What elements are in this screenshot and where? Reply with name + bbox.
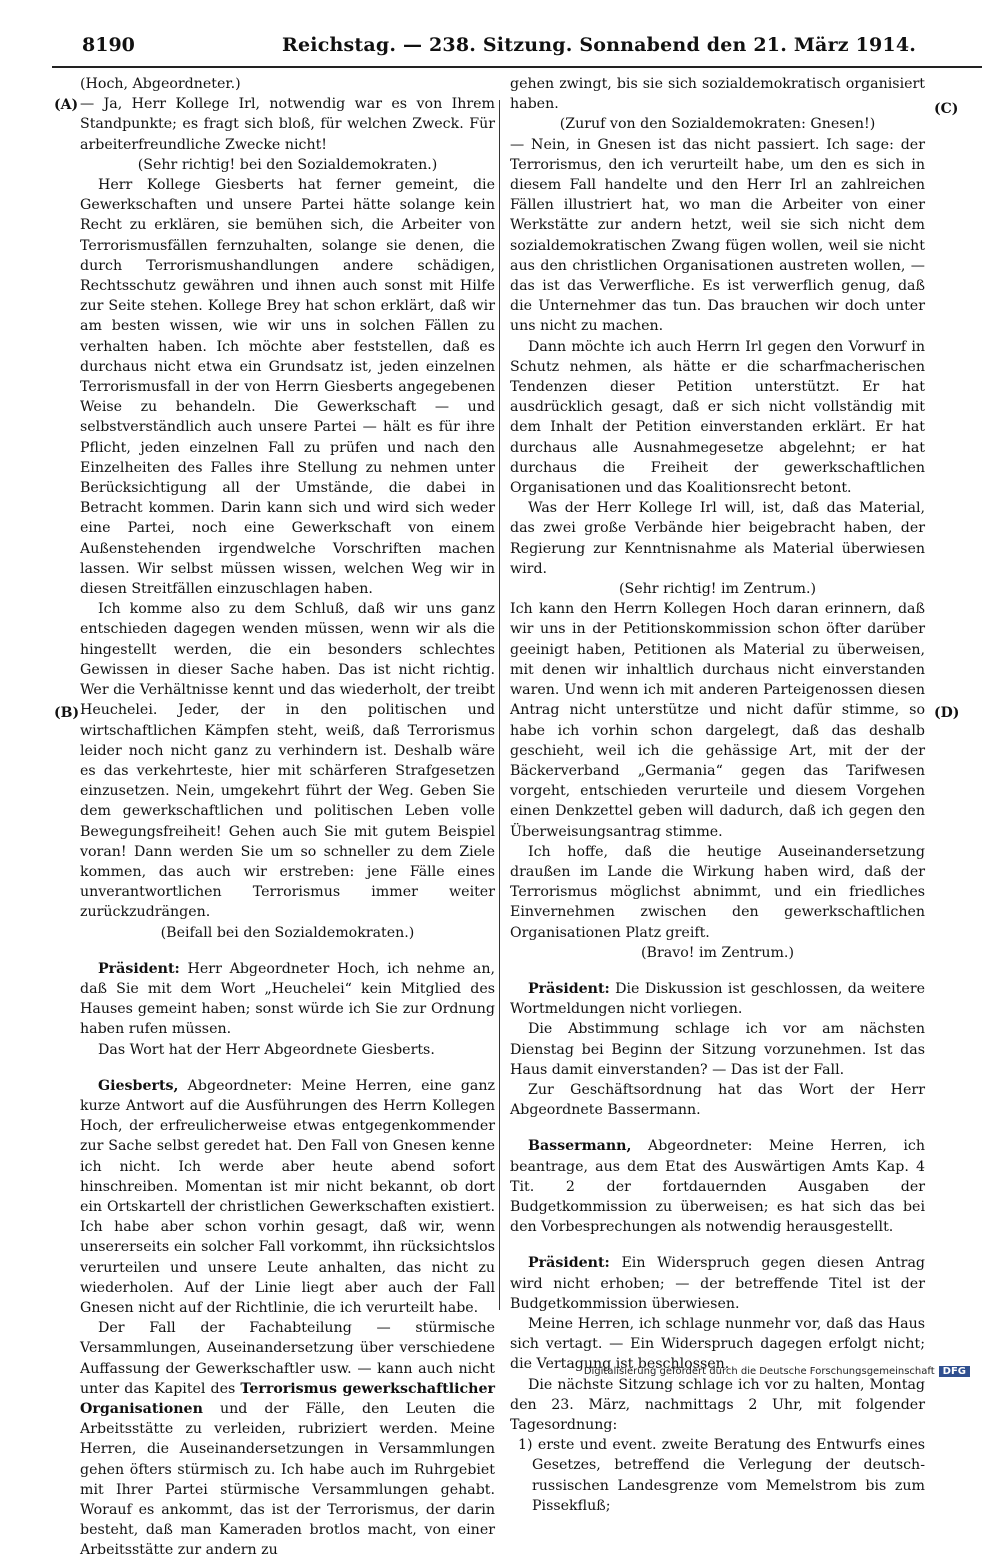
remark: (Bravo! im Zentrum.) bbox=[641, 944, 794, 961]
speaker-name: Bassermann, bbox=[528, 1138, 632, 1155]
remark: (Zuruf von den Sozialdemokraten: Gnesen!) bbox=[559, 116, 876, 133]
page-number: 8190 bbox=[82, 34, 135, 56]
margin-marker-b: (B) bbox=[54, 705, 80, 721]
emphasis: Terrorismus gewerkschaftlicher Organisationen bbox=[80, 1380, 495, 1417]
text-run: Der Fall der Fachabteilung — stürmische Versammlungen, Auseinandersetzung über verschiedene Auffassung der Gewerkschaftler usw. — kann auch nicht unter das Kapitel des bbox=[80, 1320, 495, 1397]
paragraph: Dann möchte ich auch Herrn Irl gegen den Vorwurf in Schutz nehmen, als hätte er die scharfmacherischen Tendenzen dieser Petition unterstützt. Er hat ausdrücklich gesagt, daß er sich nicht vollständig mit dem Inhalt der Petition einverstanden erklärt. Er hat durchaus alle Ausnahmegesetze abgelehnt; er hat durchaus die Freiheit der gewerkschaftlichen Organisationen und das Koalitionsrecht betont. bbox=[510, 338, 925, 497]
speaker-reference: (Hoch, Abgeordneter.) bbox=[80, 76, 241, 92]
speech-text: Ein Widerspruch gegen diesen Antrag wird nicht erhoben; — der betreffende Titel ist der Budgetkommission überwiesen. bbox=[510, 1255, 925, 1312]
speaker-name: Giesberts, bbox=[98, 1077, 179, 1094]
dfg-logo-icon: DFG bbox=[939, 1366, 970, 1377]
speech-president bbox=[80, 959, 495, 1040]
paragraph: Zur Geschäftsordnung hat das Wort der Herr Abgeordnete Bassermann. bbox=[510, 1081, 925, 1119]
speech-president bbox=[510, 1253, 925, 1314]
paragraph: Herr Kollege Giesberts hat ferner gemeint, die Gewerkschaften und unsere Partei hätte solange kein Recht zu erklären, sie bemühen sich, die Arbeiter von Terrorismusfällen fernzuhalten, solange sie denen, die durch Terrorismushandlungen andere schädigen, Rechtsschutz gewähren und ihnen auch sonst mit Hilfe zur Seite stehen. Kollege Brey hat schon erklärt, daß wir am besten wissen, wie wir uns in solchen Fällen zu verhalten haben. Ich möchte aber feststellen, daß es durchaus nicht etwa ein Grundsatz ist, jeden einzelnen Terrorismusfall in der von Herrn Giesberts angegebenen Weise zu behandeln. Die Gewerkschaft — und selbstverständlich auch unsere Partei — hält es für ihre Pflicht, jeden einzelnen Fall zu prüfen und nach den Einzelheiten des Falles ihre Stellung zu nehmen unter Berücksichtigung all der Umstände, die dabei in Betracht kommen. Darin kann sich und wird sich weder eine Partei, noch eine Gewerkschaft von einem Außenstehenden irgendwelche Vorschriften machen lassen. Wir selbst müssen wissen, welchen Weg wir in diesen Streitfällen einzuschlagen haben. bbox=[80, 177, 495, 598]
remark: (Sehr richtig! im Zentrum.) bbox=[618, 581, 817, 598]
speech-giesberts bbox=[80, 1076, 495, 1318]
speech-bassermann bbox=[510, 1136, 925, 1237]
speaker-name: Präsident: bbox=[528, 1255, 610, 1272]
speech-text: Herr Abgeordneter Hoch, ich nehme an, daß Sie mit dem Wort „Heuchelei“ kein Mitglied des Hauses gemeint haben; sonst würde ich Sie zur Ordnung haben rufen müssen. bbox=[80, 960, 495, 1038]
paragraph: Ich komme also zu dem Schluß, daß wir uns ganz entschieden dagegen wenden müssen, wenn wir als die hingestellt werden, die ein besonders schlechtes Gewissen in dieser Sache haben. Das ist nicht richtig. Wer die Verhältnisse kennt und das wiederholt, der treibt Heuchelei. Jeder, der in den politischen und wirtschaftlichen Kämpfen steht, weiß, daß Terrorismus leider noch nicht ganz zu verhindern ist. Deshalb wäre es das verkehrteste, hier mit schärferen Strafgesetzen einzusetzen. Nein, umgekehrt führt der Weg. Geben Sie dem gewerkschaftlichen und politischen Leben volle Bewegungsfreiheit! Gehen auch Sie mit gutem Beispiel voran! Dann werden Sie um so schneller zu dem Ziele kommen, das auch wir erstreben: jene Fälle eines unverantwortlichen Terrorismus immer weiter zurückzudrängen. bbox=[80, 601, 495, 921]
margin-marker-a: (A) bbox=[54, 97, 79, 113]
paragraph: gehen zwingt, bis sie sich sozialdemokratisch organisiert haben. bbox=[510, 76, 925, 113]
paragraph: Meine Herren, ich schlage nunmehr vor, daß das Haus sich vertagt. — Ein Widerspruch dagegen erfolgt nicht; die Vertagung ist beschlossen. bbox=[510, 1315, 925, 1373]
page-header bbox=[52, 30, 982, 68]
paragraph: Das Wort hat der Herr Abgeordnete Giesberts. bbox=[98, 1041, 435, 1058]
text-run: und der Fälle, den Leuten die Arbeitsstätte zu verleiden, rubriziert werden. Meine Herren, die Auseinandersetzungen in Versammlungen gehen öfters stürmisch zu. Ich habe auch im Ruhrgebiet mit Ihrer Partei stürmische Versammlungen gehabt. Worauf es ankommt, das ist der Terrorismus, der darin besteht, daß man Kameraden brotlos macht, von einer Arbeitsstätte zur andern zu bbox=[80, 1401, 495, 1559]
margin-marker-d: (D) bbox=[934, 705, 960, 721]
paragraph: Die Abstimmung schlage ich vor am nächsten Dienstag bei Beginn der Sitzung vorzunehmen. Ist das Haus damit einverstanden? — Das ist der Fall. bbox=[510, 1021, 925, 1078]
speech-text: Abgeordneter: Meine Herren, eine ganz kurze Antwort auf die Ausführungen des Herrn Kollegen Hoch, der erfreulicherweise etwas entgegenkommender zur Sache selbst geredet hat. Den Fall von Gnesen kenne ich nicht. Ich werde aber heute abend sofort hinschreiben. Momentan ist mir nicht bekannt, ob dort ein Ortskartell der christlichen Gewerkschaften existiert. Ich habe aber schon vorhin gesagt, daß wir, wenn unsererseits ein solcher Fall vorkommt, ihn rücksichtslos verurteilen und unsere Leute anhalten, das nicht zu wiederholen. Auf der Linie liegt aber auch der Fall Gnesen nicht auf der Richtlinie, die ich verurteilt habe. bbox=[80, 1077, 495, 1316]
paragraph: — Nein, in Gnesen ist das nicht passiert. Ich sage: der Terrorismus, den ich verurteilt habe, um den es sich in diesem Fall handelte und den Herr Irl an zahlreichen Fällen illustriert hat, wo man die Arbeiter von einer Werkstätte zur andern hetzt, weil sie sich nicht dem sozialdemokratischen Zwang fügen wollen, weil sie nicht aus den christlichen Organisationen austreten wollen, — das ist das Verwerfliche. Es ist verwerflich genug, daß die Unternehmer das tun. Das brauchen wir doch unter uns nicht zu machen. bbox=[510, 136, 925, 335]
paragraph: — Ja, Herr Kollege Irl, notwendig war es von Ihrem Standpunkte; es fragt sich bloß, für welchen Zweck. Für arbeiterfreundliche Zwecke nicht! bbox=[80, 96, 495, 153]
left-column bbox=[80, 74, 495, 1559]
speech-text: Die Diskussion ist geschlossen, da weitere Wortmeldungen nicht vorliegen. bbox=[510, 980, 925, 1018]
running-title: Reichstag. — 238. Sitzung. Sonnabend den 21. März 1914. bbox=[282, 34, 917, 56]
speech-president bbox=[510, 979, 925, 1019]
paragraph: Ich hoffe, daß die heutige Auseinandersetzung draußen im Lande die Wirkung haben wird, daß der Terrorismus möglichst abnimmt, und ein friedliches Einvernehmen zwischen den gewerkschaftlichen Organisationen Platz greift. bbox=[510, 843, 925, 941]
speaker-name: Präsident: bbox=[528, 980, 610, 997]
margin-marker-c: (C) bbox=[934, 101, 959, 117]
remark: (Sehr richtig! bei den Sozialdemokraten.) bbox=[137, 156, 438, 173]
column-rule bbox=[499, 100, 500, 1310]
paragraph: Was der Herr Kollege Irl will, ist, daß das Material, das zwei große Verbände hier beigebracht haben, der Regierung zur Kenntnisnahme als Material überwiesen wird. bbox=[510, 500, 925, 577]
footer-text: Digitalisierung gefördert durch die Deutsche Forschungsgemeinschaft bbox=[583, 1366, 935, 1377]
remark: (Beifall bei den Sozialdemokraten.) bbox=[160, 924, 415, 941]
agenda-item: 1) erste und event. zweite Beratung des Entwurfs eines Gesetzes, betreffend die Verlegung der deutsch-russischen Landesgrenze vom Memelstrom bis zum Pissekfluß; bbox=[518, 1437, 925, 1514]
speaker-name: Präsident: bbox=[98, 960, 180, 977]
paragraph: Die nächste Sitzung schlage ich vor zu halten, Montag den 23. März, nachmittags 2 Uhr, mit folgender Tagesordnung: bbox=[510, 1376, 925, 1433]
footer bbox=[584, 1366, 970, 1377]
paragraph: Ich kann den Herrn Kollegen Hoch daran erinnern, daß wir uns in der Petitionskommission schon öfter darüber geeinigt haben, Petitionen als Material zu überweisen, mit denen wir inhaltlich durchaus nicht einverstanden waren. Und wenn ich mit anderen Parteigenossen diesen Antrag nicht unterstütze und nicht dafür stimme, so habe ich vorhin schon dargelegt, daß das deshalb geschieht, weil ich die gehässige Art, mit der der Bäckerverband „Germania“ gegen das Tarifwesen vorgeht, entschieden verurteile und diesem Vorgehen einen Denkzettel geben will dadurch, daß ich gegen den Überweisungsantrag stimme. bbox=[510, 601, 925, 840]
paragraph bbox=[80, 1318, 495, 1560]
speech-text: Abgeordneter: Meine Herren, ich beantrage, aus dem Etat des Auswärtigen Amts Kap. 4 Tit. 2 der fortdauernden Ausgaben der Budgetkommission zu überweisen; es hat sich das bei den Vorbesprechungen als notwendig herausgestellt. bbox=[510, 1138, 925, 1236]
